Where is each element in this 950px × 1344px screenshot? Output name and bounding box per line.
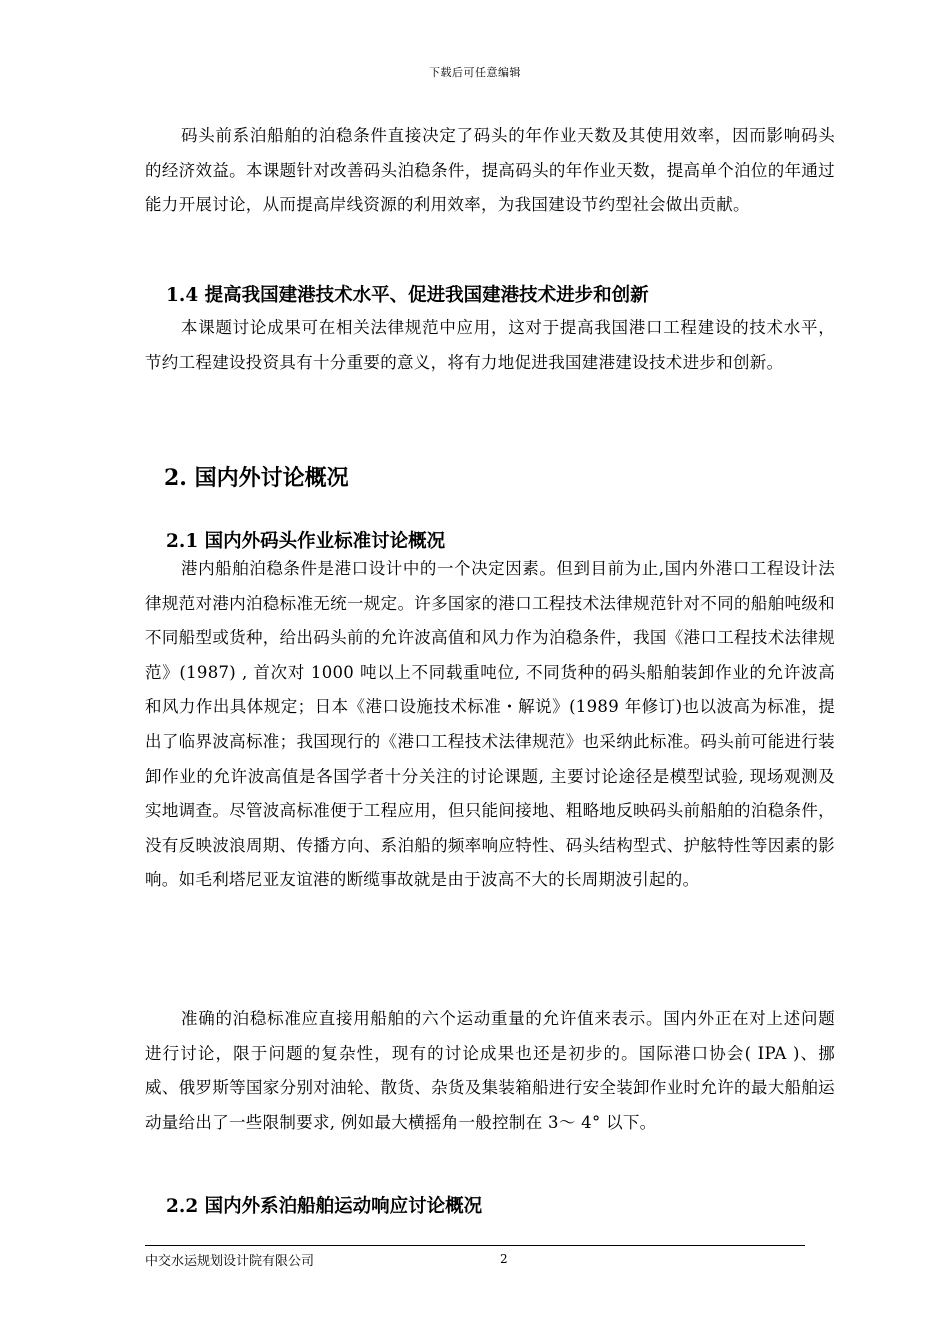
footer-company: 中交水运规划设计院有限公司 [145,1254,315,1269]
paragraph-intro-berthing: 码头前系泊船舶的泊稳条件直接决定了码头的年作业天数及其使用效率，因而影响码头的经济效益。本课题针对改善码头泊稳条件，提高码头的年作业天数，提高单个泊位的年通过能力开展讨论，从而提高岸线资源的利用效率，为我国建设节约型社会做出贡献。 [145,126,835,215]
paragraph-2-1-a: 港内船舶泊稳条件是港口设计中的一个决定因素。但到目前为止,国内外港口工程设计法律规范对港内泊稳标准无统一规定。许多国家的港口工程技术法律规范针对不同的船舶吨级和不同船型或货种，给出码头前的允许波高值和风力作为泊稳条件，我国《港口工程技术法律规范》(1987) , 首次对 1000 吨以上不同载重吨位, 不同货种的码头船舶装卸作业的允许波高和风力作出具体规定；日本《港口设施技术标准・解说》(1989 年修订)也以波高为标准，提出了临界波高标准；我国现行的《港口工程技术法律规范》也采纳此标准。码头前可能进行装卸作业的允许波高值是各国学者十分关注的讨论课题, 主要讨论途径是模型试验, 现场观测及实地调查。尽管波高标准便于工程应用，但只能间接地、粗略地反映码头前船舶的泊稳条件，没有反映波浪周期、传播方向、系泊船的频率响应特性、码头结构型式、护舷特性等因素的影响。如毛利塔尼亚友谊港的断缆事故就是由于波高不大的长周期波引起的。 [145,559,835,890]
heading-2-2: 2.2 国内外系泊船舶运动响应讨论概况 [166,1196,483,1217]
page-number: 2 [500,1252,508,1266]
page-header: 下载后可任意编辑 [429,66,521,79]
heading-1-4: 1.4 提高我国建港技术水平、促进我国建港技术进步和创新 [166,285,649,306]
heading-2-1: 2.1 国内外码头作业标准讨论概况 [166,531,446,552]
footer-divider [145,1245,805,1246]
paragraph-2-1-b: 准确的泊稳标准应直接用船舶的六个运动重量的允许值来表示。国内外正在对上述问题进行讨论，限于问题的复杂性，现有的讨论成果也还是初步的。国际港口协会( IPA )、挪威、俄罗斯等国家分别对油轮、散货、杂货及集装箱船进行安全装卸作业时允许的最大船舶运动量给出了一些限制要求, 例如最大横摇角一般控制在 3～ 4° 以下。 [145,1009,835,1132]
heading-2: 2. 国内外讨论概况 [164,465,349,491]
paragraph-1-4: 本课题讨论成果可在相关法律规范中应用，这对于提高我国港口工程建设的技术水平，节约工程建设投资具有十分重要的意义，将有力地促进我国建港建设技术进步和创新。 [145,318,835,372]
